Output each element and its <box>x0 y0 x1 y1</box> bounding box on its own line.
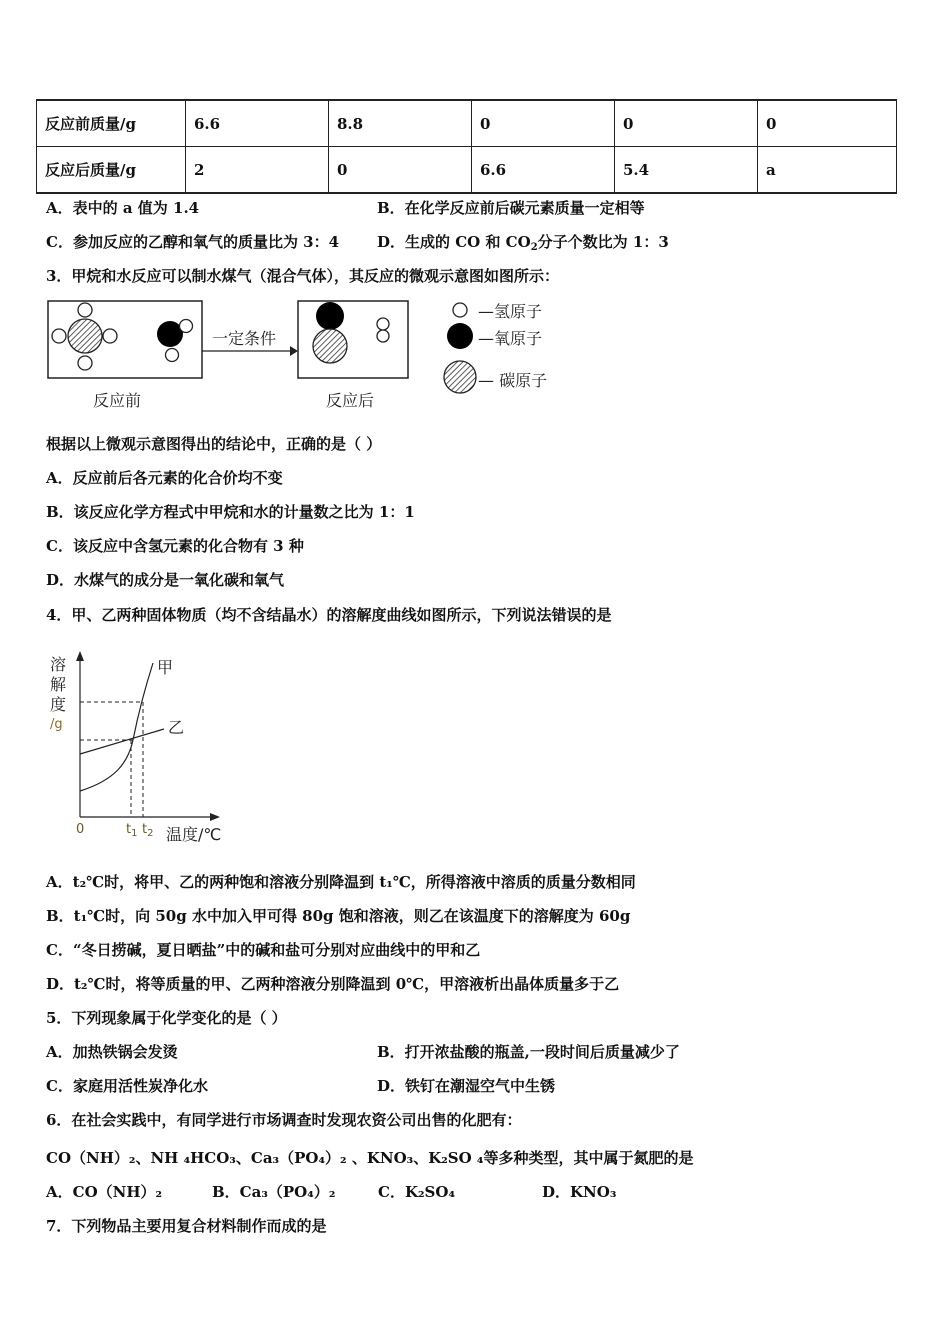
q2-option-c: C．参加反应的乙醇和氧气的质量比为 3：4 <box>46 233 340 251</box>
q2-option-a: A．表中的 a 值为 1.4 <box>46 199 200 217</box>
table-cell: a <box>758 147 897 194</box>
row-label: 反应前质量/g <box>37 100 186 147</box>
table-cell: 6.6 <box>186 100 329 147</box>
q3-option-b: B．该反应化学方程式中甲烷和水的计量数之比为 1：1 <box>46 503 415 521</box>
solubility-chart-svg <box>40 645 240 845</box>
q6-option-b: B．Ca₃（PO₄）₂ <box>212 1183 336 1201</box>
q3-option-c: C．该反应中含氢元素的化合物有 3 种 <box>46 537 304 555</box>
table-cell: 0 <box>329 147 472 194</box>
legend-hydrogen: —氢原子 <box>478 302 543 321</box>
x-axis-label: 温度/℃ <box>166 825 222 844</box>
q2-option-d-text: D．生成的 CO 和 CO <box>377 233 531 251</box>
legend-carbon: — 碳原子 <box>478 371 548 390</box>
table-cell: 0 <box>615 100 758 147</box>
q6-option-a: A．CO（NH）₂ <box>46 1183 163 1201</box>
t1-label <box>126 822 137 837</box>
t1-text: t <box>126 822 132 837</box>
q4-option-b: B．t₁℃时，向 50g 水中加入甲可得 80g 饱和溶液，则乙在该温度下的溶解度为 60g <box>46 907 631 925</box>
table-cell: 0 <box>472 100 615 147</box>
q5-stem: 5．下列现象属于化学变化的是（ ） <box>46 1009 287 1027</box>
table-cell: 2 <box>186 147 329 194</box>
legend-oxygen: —氧原子 <box>478 329 543 348</box>
t2-label <box>142 822 153 837</box>
q6-option-d: D．KNO₃ <box>542 1183 617 1201</box>
origin-label: 0 <box>76 822 85 837</box>
q3-stem: 3．甲烷和水反应可以制水煤气（混合气体），其反应的微观示意图如图所示： <box>46 267 559 285</box>
mass-table <box>36 99 897 194</box>
y-label-char: 度 <box>50 695 67 714</box>
y-label-unit: /g <box>50 717 63 732</box>
table-row-after <box>37 147 897 194</box>
solubility-chart <box>40 645 240 845</box>
q6-stem: 6．在社会实践中，有同学进行市场调查时发现农资公司出售的化肥有： <box>46 1111 522 1129</box>
q6-formulas: CO（NH）₂、NH ₄HCO₃、Ca₃（PO₄）₂ 、KNO₃、K₂SO ₄等多种类型，其中属于氮肥的是 <box>46 1149 694 1167</box>
row-label: 反应后质量/g <box>37 147 186 194</box>
series-label-yi: 乙 <box>168 718 185 737</box>
q4-option-a: A．t₂℃时，将甲、乙的两种饱和溶液分别降温到 t₁℃，所得溶液中溶质的质量分数相同 <box>46 873 636 891</box>
y-label-char: 溶 <box>50 655 67 674</box>
table-row-before <box>37 100 897 147</box>
q4-option-c: C．“冬日捞碱，夏日晒盐”中的碱和盐可分别对应曲线中的甲和乙 <box>46 941 481 959</box>
table-cell: 0 <box>758 100 897 147</box>
q5-option-d: D．铁钉在潮湿空气中生锈 <box>377 1077 556 1095</box>
subscript: 2 <box>530 242 538 253</box>
q4-option-d: D．t₂℃时，将等质量的甲、乙两种溶液分别降温到 0℃，甲溶液析出晶体质量多于乙 <box>46 975 620 993</box>
before-label: 反应前 <box>93 391 142 410</box>
q5-option-c: C．家庭用活性炭净化水 <box>46 1077 208 1095</box>
q5-option-b: B．打开浓盐酸的瓶盖,一段时间后质量减少了 <box>377 1043 680 1061</box>
q2-option-d-text: 分子个数比为 1：3 <box>537 233 669 251</box>
t2-text: t <box>142 822 148 837</box>
q4-stem: 4．甲、乙两种固体物质（均不含结晶水）的溶解度曲线如图所示，下列说法错误的是 <box>46 606 612 624</box>
y-axis-label <box>50 655 70 735</box>
q3-option-a: A．反应前后各元素的化合价均不变 <box>46 469 283 487</box>
q2-option-b: B．在化学反应前后碳元素质量一定相等 <box>377 199 645 217</box>
q3-option-d: D．水煤气的成分是一氧化碳和氧气 <box>46 571 285 589</box>
q2-option-d <box>377 232 669 252</box>
arrow-label: 一定条件 <box>212 329 277 348</box>
table-cell: 5.4 <box>615 147 758 194</box>
table-cell: 6.6 <box>472 147 615 194</box>
series-label-jia: 甲 <box>157 658 174 677</box>
table-cell: 8.8 <box>329 100 472 147</box>
subscript: 1 <box>131 828 138 839</box>
q7-stem: 7．下列物品主要用复合材料制作而成的是 <box>46 1217 327 1235</box>
after-label: 反应后 <box>326 391 375 410</box>
q5-option-a: A．加热铁锅会发烫 <box>46 1043 178 1061</box>
q3-question: 根据以上微观示意图得出的结论中，正确的是（ ） <box>46 435 382 453</box>
y-label-char: 解 <box>50 675 67 694</box>
subscript: 2 <box>147 828 154 839</box>
q6-option-c: C．K₂SO₄ <box>378 1183 456 1201</box>
